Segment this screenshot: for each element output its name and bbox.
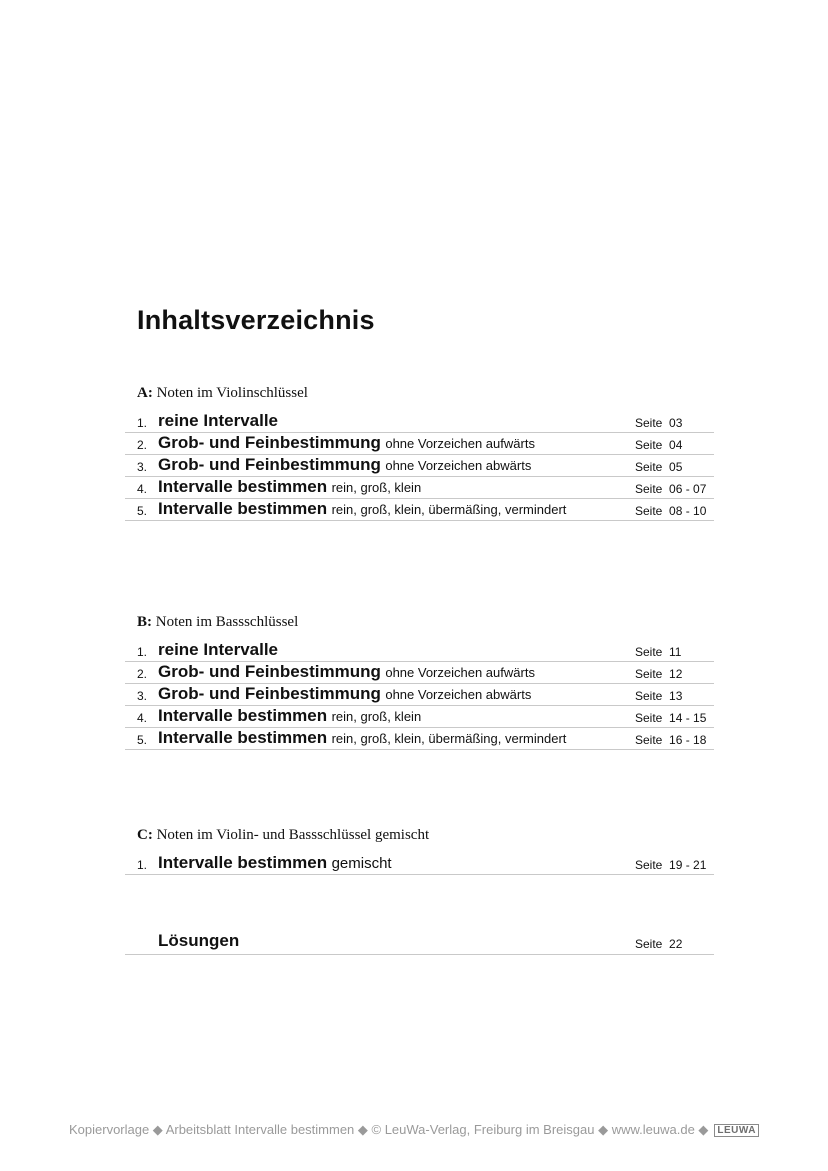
toc-page-ref: Seite 11 [635,645,682,659]
toc-entry-title: Intervalle bestimmen [158,853,328,872]
toc-number: 4. [137,482,148,496]
toc-number: 1. [137,858,148,872]
toc-entry-subtitle: ohne Vorzeichen aufwärts [385,665,535,680]
toc-row[interactable] [125,684,714,706]
toc-number: 1. [137,416,148,430]
toc-entry [158,411,278,431]
toc-entry-title: Grob- und Feinbestimmung [158,433,381,452]
section-b-name: Noten im Bassschlüssel [155,614,299,630]
section-c-heading [137,827,429,844]
toc-row[interactable] [125,499,714,521]
toc-row[interactable] [125,728,714,750]
section-c-label: C: [137,827,153,843]
toc-page-ref: Seite 06 - 07 [635,482,707,496]
toc-page-ref: Seite 05 [635,460,683,474]
page-footer [0,1122,828,1138]
toc-entry-subtitle: rein, groß, klein [331,709,422,724]
toc-entry [158,706,421,726]
toc-entry-subtitle: rein, groß, klein [331,480,422,495]
page-title: Inhaltsverzeichnis [137,305,375,335]
toc-entry [158,455,531,475]
toc-entry [158,433,535,453]
toc-number: 5. [137,733,148,747]
toc-entry-title: Intervalle bestimmen [158,728,328,747]
toc-entry-title: reine Intervalle [158,411,279,430]
toc-row[interactable] [125,640,714,662]
footer-text: Kopiervorlage ◆ Arbeitsblatt Intervalle bestimmen ◆ © LeuWa-Verlag, Freiburg im Breisgau ◆ www.leuwa.de ◆ [68,1122,709,1137]
toc-entry-subtitle: ohne Vorzeichen abwärts [385,458,532,473]
toc-page-ref: Seite 03 [635,416,683,430]
toc-number: 4. [137,711,148,725]
toc-entry [158,499,566,519]
toc-entry [158,640,278,660]
toc-page-ref: Seite 13 [635,689,683,703]
toc-entry-title: Intervalle bestimmen [158,499,328,518]
toc-entry-title: Intervalle bestimmen [158,477,328,496]
toc-entry-title: reine Intervalle [158,640,279,659]
toc-row[interactable] [125,662,714,684]
toc-entry-title: Lösungen [158,931,240,950]
toc-row[interactable] [125,853,714,875]
toc-entry-title: Grob- und Feinbestimmung [158,455,381,474]
toc-number: 2. [137,667,148,681]
toc-entry-title: Intervalle bestimmen [158,706,328,725]
toc-row[interactable] [125,455,714,477]
toc-entry-subtitle: rein, groß, klein, übermäßing, vermindert [331,731,567,746]
toc-entry-subtitle: rein, groß, klein, übermäßing, vermindert [331,502,567,517]
section-c-name: Noten im Violin- und Bassschlüssel gemischt [156,827,430,843]
toc-page-ref: Seite 04 [635,438,683,452]
toc-entry-subtitle: gemischt [331,855,392,872]
toc-number: 2. [137,438,148,452]
toc-section-b [125,640,714,750]
toc-entry [158,728,566,748]
section-b-heading [137,614,298,631]
toc-page-ref: Seite 19 - 21 [635,858,707,872]
toc-row[interactable] [125,433,714,455]
section-a-heading [137,385,308,402]
toc-entry [158,662,535,682]
toc-solutions [125,930,714,955]
toc-number: 1. [137,645,148,659]
toc-number: 3. [137,460,148,474]
toc-entry-subtitle: ohne Vorzeichen aufwärts [385,436,535,451]
toc-entry-title: Grob- und Feinbestimmung [158,684,381,703]
toc-page-ref: Seite 14 - 15 [635,711,707,725]
toc-page-ref: Seite 12 [635,667,683,681]
section-a-label: A: [137,385,153,401]
toc-number: 3. [137,689,148,703]
toc-entry-title: Grob- und Feinbestimmung [158,662,381,681]
toc-row[interactable] [125,411,714,433]
toc-section-c [125,853,714,875]
toc-number: 5. [137,504,148,518]
publisher-logo: LEUWA [714,1124,759,1137]
toc-row[interactable] [125,477,714,499]
toc-entry [158,684,531,704]
section-b-label: B: [137,614,152,630]
toc-entry [158,931,239,951]
toc-entry-subtitle: ohne Vorzeichen abwärts [385,687,532,702]
toc-page-ref: Seite 16 - 18 [635,733,707,747]
toc-row-solutions[interactable] [125,930,714,955]
toc-page-ref: Seite 08 - 10 [635,504,707,518]
toc-entry [158,477,421,497]
toc-page-ref: Seite 22 [635,937,683,951]
toc-entry [158,853,392,873]
toc-section-a [125,411,714,521]
toc-row[interactable] [125,706,714,728]
section-a-name: Noten im Violinschlüssel [156,385,308,401]
